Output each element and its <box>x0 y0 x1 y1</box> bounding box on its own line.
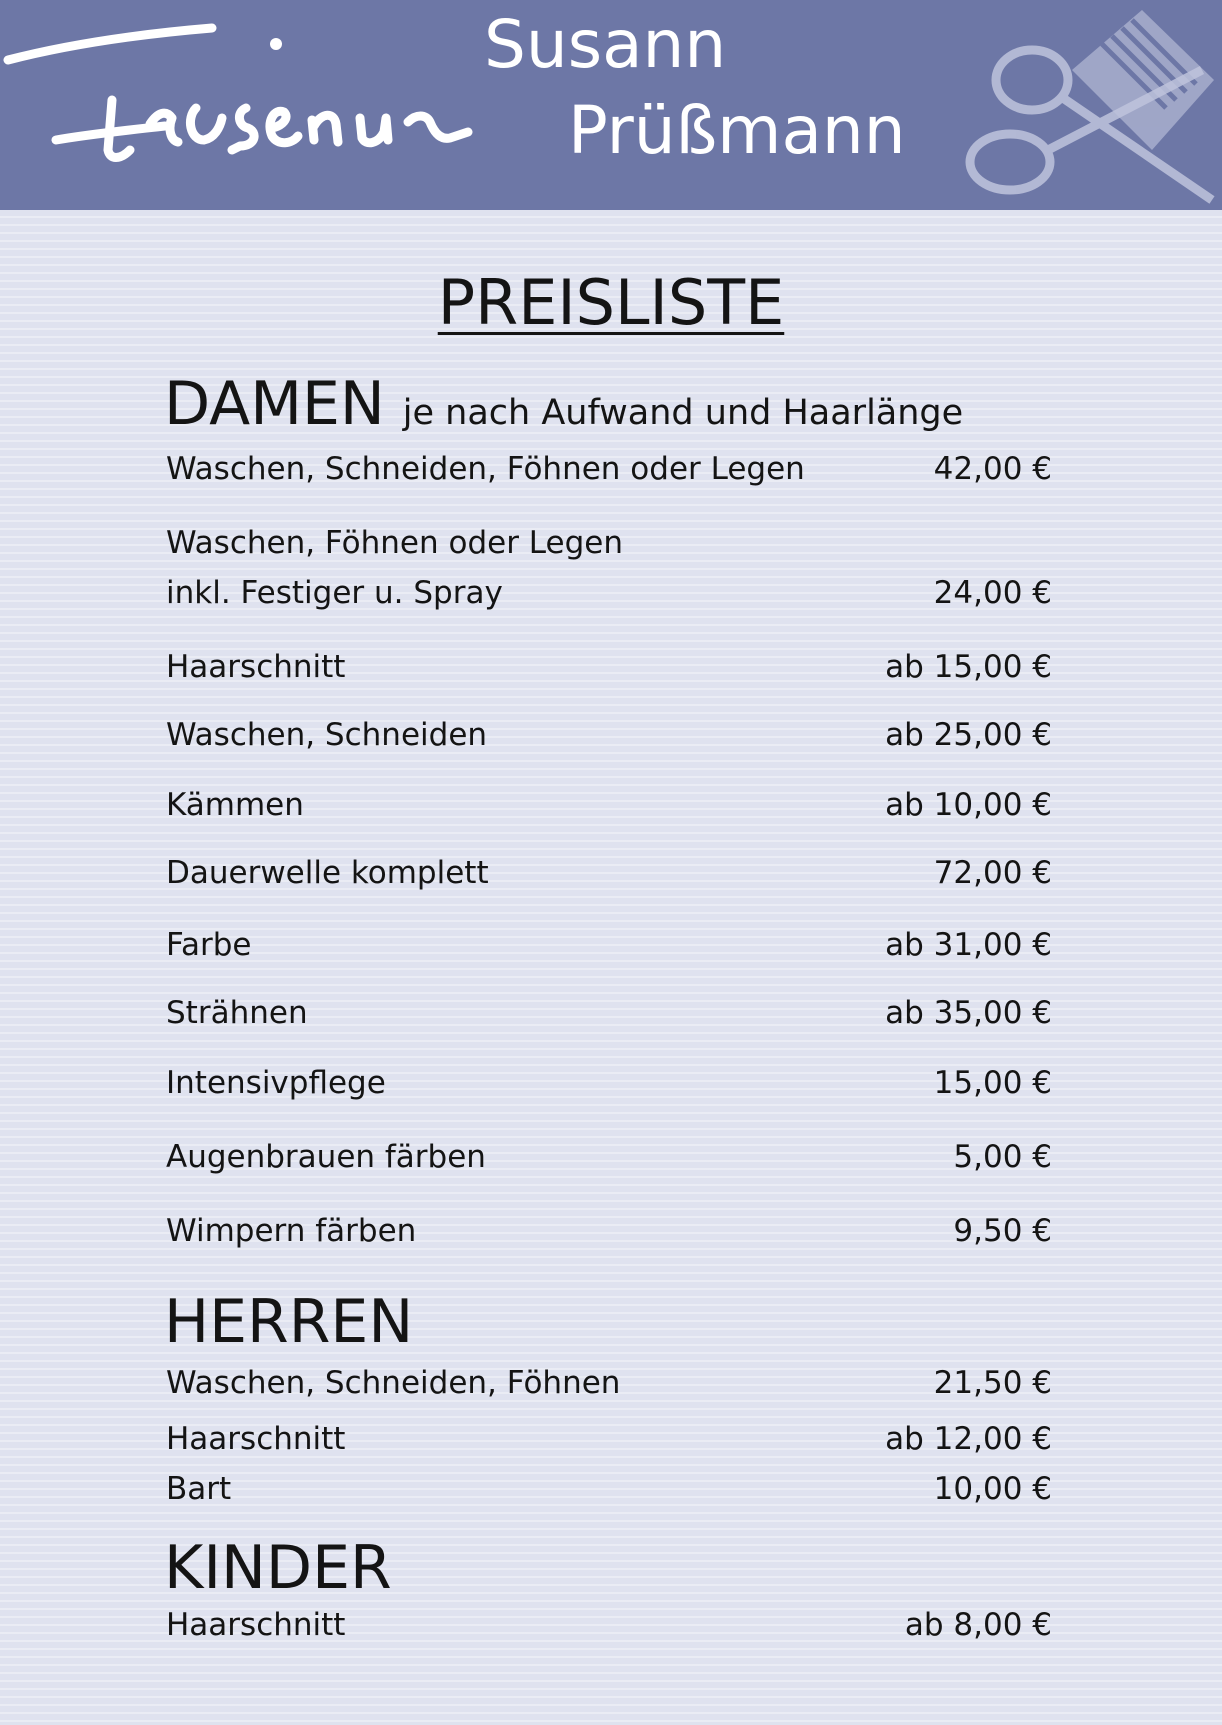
service-label: Augenbrauen färben <box>166 1139 486 1175</box>
page-title-text: PREISLISTE <box>437 266 785 339</box>
signature-logo-icon <box>0 0 520 180</box>
service-label: Haarschnitt <box>166 1421 346 1457</box>
service-price: 21,50 € <box>933 1365 1052 1401</box>
service-price: ab 8,00 € <box>904 1607 1052 1643</box>
scissors-comb-icon <box>952 0 1222 210</box>
section-heading-damen <box>164 369 964 439</box>
service-label: Dauerwelle komplett <box>166 855 489 891</box>
service-price: ab 25,00 € <box>885 717 1052 753</box>
service-price: ab 15,00 € <box>885 649 1052 685</box>
page-title <box>0 266 1222 339</box>
service-label: Haarschnitt <box>166 649 346 685</box>
service-price: 10,00 € <box>933 1471 1052 1507</box>
service-label: Kämmen <box>166 787 304 823</box>
service-label: Waschen, Schneiden, Föhnen oder Legen <box>166 451 805 487</box>
owner-first-name: Susann <box>484 6 727 83</box>
service-label: Waschen, Schneiden <box>166 717 488 753</box>
service-label: Bart <box>166 1471 232 1507</box>
section-title: DAMEN <box>164 369 385 439</box>
service-label-detail: inkl. Festiger u. Spray <box>166 575 503 611</box>
service-price: 42,00 € <box>933 451 1052 487</box>
section-note: je nach Aufwand und Haarlänge <box>402 393 964 433</box>
service-price: 9,50 € <box>953 1213 1052 1249</box>
owner-last-name: Prüßmann <box>568 92 906 169</box>
service-label: Wimpern färben <box>166 1213 417 1249</box>
service-price: 15,00 € <box>933 1065 1052 1101</box>
service-price: ab 35,00 € <box>885 995 1052 1031</box>
service-label: Farbe <box>166 927 252 963</box>
service-label: Waschen, Föhnen oder Legen <box>166 525 624 561</box>
service-price: 5,00 € <box>953 1139 1052 1175</box>
section-title: HERREN <box>164 1287 414 1357</box>
service-price: 24,00 € <box>933 575 1052 611</box>
service-label: Strähnen <box>166 995 308 1031</box>
service-price: ab 12,00 € <box>885 1421 1052 1457</box>
service-price: 72,00 € <box>933 855 1052 891</box>
section-title: KINDER <box>164 1533 392 1603</box>
service-label: Waschen, Schneiden, Föhnen <box>166 1365 621 1401</box>
service-price: ab 10,00 € <box>885 787 1052 823</box>
service-price: ab 31,00 € <box>885 927 1052 963</box>
header-band <box>0 0 1222 210</box>
service-label: Haarschnitt <box>166 1607 346 1643</box>
section-heading-herren <box>164 1287 414 1357</box>
service-label: Intensivpflege <box>166 1065 386 1101</box>
section-heading-kinder <box>164 1533 392 1603</box>
